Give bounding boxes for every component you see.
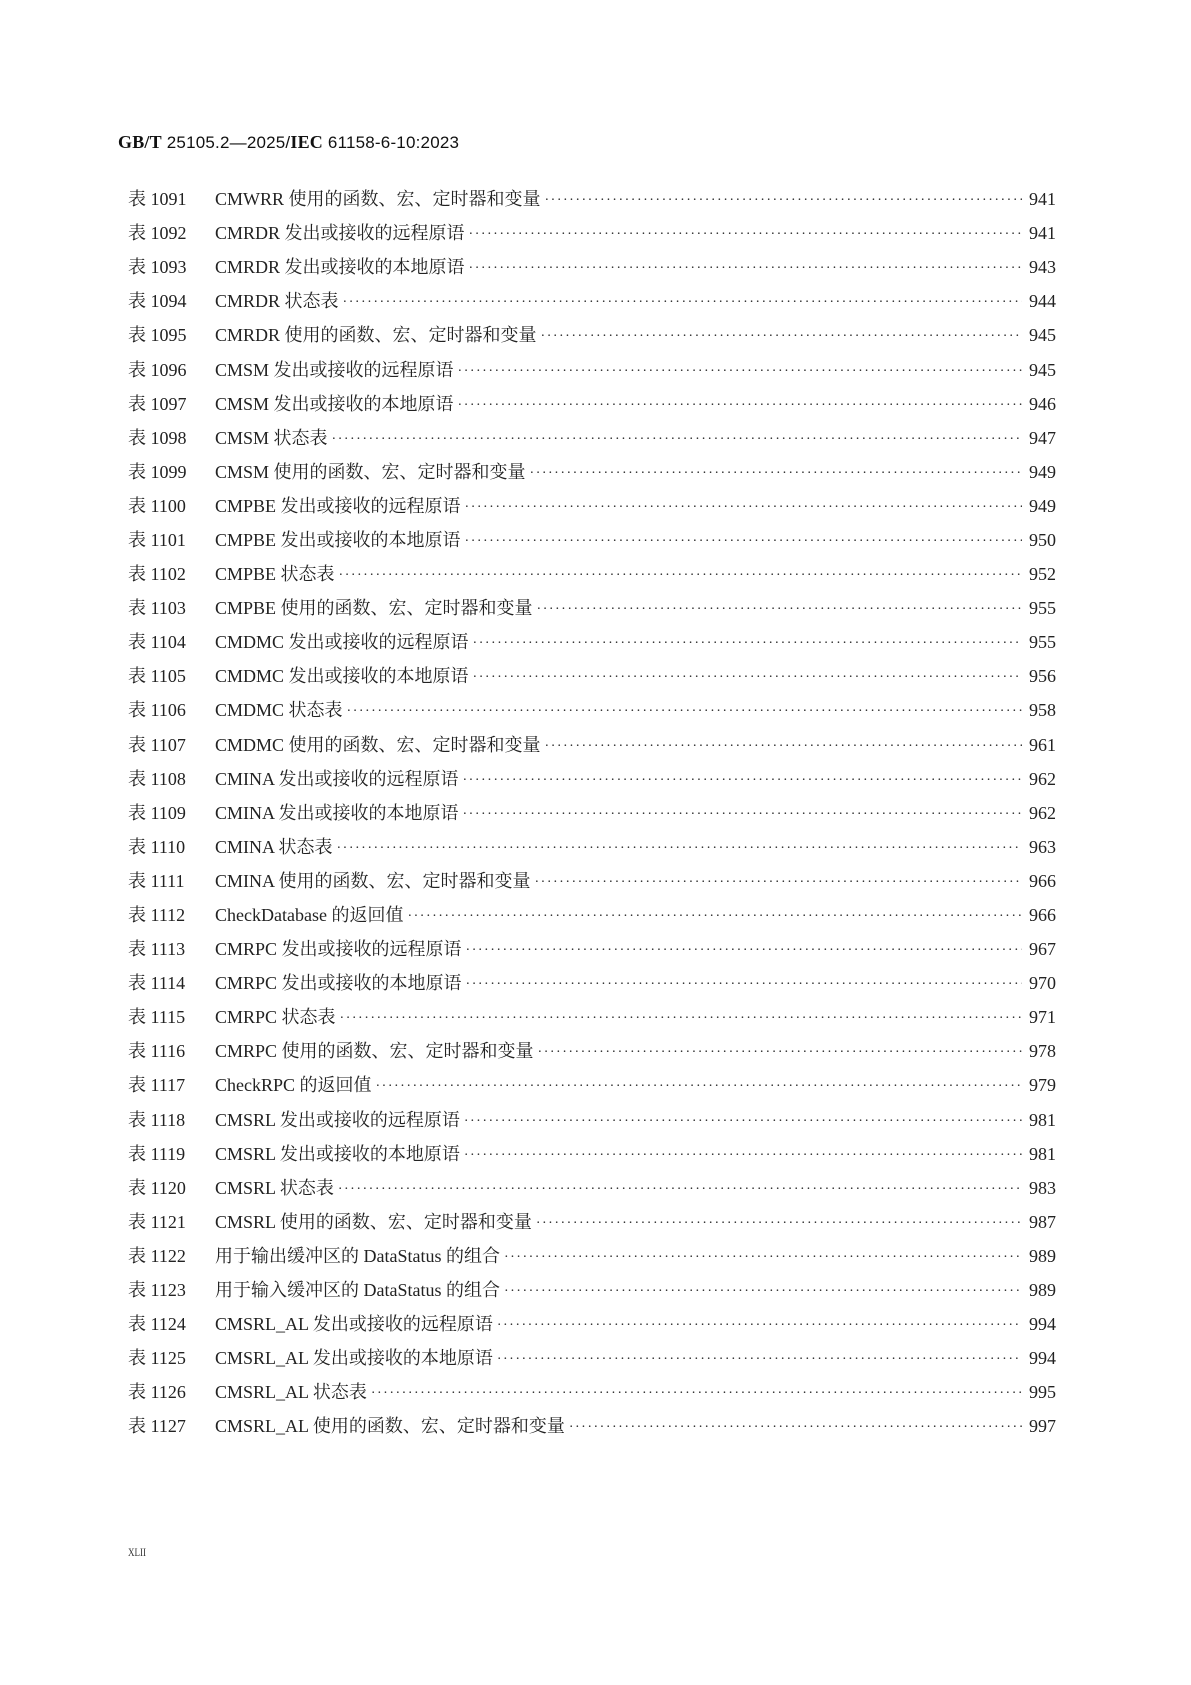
page-number: 955: [1029, 598, 1056, 619]
toc-entry[interactable]: [128, 1000, 1056, 1034]
table-title: CMDMC 发出或接收的远程原语: [215, 632, 469, 653]
page-number: 963: [1029, 836, 1056, 857]
table-number: 表 1096: [128, 359, 187, 380]
table-number: 表 1116: [128, 1041, 186, 1062]
table-number: 表 1107: [128, 734, 186, 755]
dot-leader: [545, 188, 1022, 214]
table-title: 用于输入缓冲区的 DataStatus 的组合: [215, 1280, 500, 1301]
table-number: 表 1114: [128, 973, 186, 994]
table-number: 表 1120: [128, 1177, 186, 1198]
table-number: 表 1125: [128, 1348, 186, 1369]
dot-leader: [466, 972, 1022, 998]
table-number: 表 1113: [128, 939, 186, 960]
page-number: 995: [1029, 1382, 1056, 1403]
page-number: 979: [1029, 1075, 1056, 1096]
toc-entry[interactable]: [128, 1375, 1056, 1409]
table-number: 表 1112: [128, 905, 186, 926]
table-title: CheckDatabase 的返回值: [215, 905, 404, 926]
dot-leader: [504, 1279, 1022, 1305]
page-number: 950: [1029, 529, 1056, 550]
page-number: 987: [1029, 1211, 1056, 1232]
page-number: 962: [1029, 768, 1056, 789]
toc-entry[interactable]: [128, 352, 1056, 386]
table-title: CMINA 使用的函数、宏、定时器和变量: [215, 870, 531, 891]
table-number: 表 1122: [128, 1245, 186, 1266]
toc-entry[interactable]: [128, 796, 1056, 830]
dot-leader: [497, 1347, 1022, 1373]
table-number: 表 1108: [128, 768, 186, 789]
page-number: 961: [1029, 734, 1056, 755]
dot-leader: [458, 359, 1022, 385]
dot-leader: [473, 665, 1022, 691]
table-number: 表 1105: [128, 666, 186, 687]
table-title: CMSRL 状态表: [215, 1177, 334, 1198]
toc-entry[interactable]: [128, 1137, 1056, 1171]
table-number: 表 1092: [128, 223, 187, 244]
dot-leader: [343, 290, 1022, 316]
toc-entry[interactable]: [128, 1205, 1056, 1239]
table-title: CMRDR 状态表: [215, 291, 339, 312]
page-number: 958: [1029, 700, 1056, 721]
table-number: 表 1117: [128, 1075, 186, 1096]
table-number: 表 1110: [128, 836, 186, 857]
toc-entry[interactable]: [128, 455, 1056, 489]
table-number: 表 1101: [128, 529, 186, 550]
toc-entry[interactable]: [128, 216, 1056, 250]
dot-leader: [473, 631, 1022, 657]
dot-leader: [340, 1006, 1022, 1032]
dot-leader: [347, 699, 1022, 725]
page-number: 971: [1029, 1007, 1056, 1028]
toc-entry[interactable]: [128, 182, 1056, 216]
dot-leader: [465, 529, 1022, 555]
toc-entry[interactable]: [128, 830, 1056, 864]
table-number: 表 1102: [128, 564, 186, 585]
table-number: 表 1091: [128, 189, 187, 210]
dot-leader: [332, 427, 1022, 453]
table-title: CMPBE 发出或接收的远程原语: [215, 495, 461, 516]
page-number: 997: [1029, 1416, 1056, 1437]
page-number: 994: [1029, 1348, 1056, 1369]
table-title: CMSRL 发出或接收的本地原语: [215, 1143, 460, 1164]
table-title: CMDMC 使用的函数、宏、定时器和变量: [215, 734, 541, 755]
table-number: 表 1104: [128, 632, 186, 653]
toc-entry[interactable]: [128, 1239, 1056, 1273]
page-number: 941: [1029, 189, 1056, 210]
page-number: 945: [1029, 325, 1056, 346]
table-number: 表 1124: [128, 1314, 186, 1335]
table-number: 表 1100: [128, 495, 186, 516]
dot-leader: [371, 1381, 1022, 1407]
toc-entry[interactable]: [128, 557, 1056, 591]
dot-leader: [338, 1177, 1022, 1203]
toc-entry[interactable]: [128, 421, 1056, 455]
dot-leader: [535, 870, 1022, 896]
dot-leader: [537, 597, 1022, 623]
toc-entry[interactable]: [128, 1409, 1056, 1443]
table-number: 表 1095: [128, 325, 187, 346]
page-number: 949: [1029, 495, 1056, 516]
page-number: 994: [1029, 1314, 1056, 1335]
table-number: 表 1121: [128, 1211, 186, 1232]
page-number: 989: [1029, 1245, 1056, 1266]
page-number: 966: [1029, 905, 1056, 926]
toc-entry[interactable]: [128, 591, 1056, 625]
dot-leader: [464, 1109, 1022, 1135]
page-number: 952: [1029, 564, 1056, 585]
table-title: CMRPC 状态表: [215, 1007, 336, 1028]
table-title: CMPBE 使用的函数、宏、定时器和变量: [215, 598, 533, 619]
table-title: CMINA 状态表: [215, 836, 333, 857]
dot-leader: [339, 563, 1022, 589]
page-number: 944: [1029, 291, 1056, 312]
table-number: 表 1094: [128, 291, 187, 312]
table-number: 表 1119: [128, 1143, 186, 1164]
page-number: 949: [1029, 461, 1056, 482]
dot-leader: [465, 495, 1022, 521]
dot-leader: [497, 1313, 1022, 1339]
table-number: 表 1103: [128, 598, 186, 619]
dot-leader: [407, 904, 1022, 930]
toc-entry[interactable]: [128, 1273, 1056, 1307]
table-title: CMSM 状态表: [215, 427, 328, 448]
page-number: 943: [1029, 257, 1056, 278]
toc-entry[interactable]: [128, 659, 1056, 693]
toc-entry[interactable]: [128, 728, 1056, 762]
page-number: 983: [1029, 1177, 1056, 1198]
table-title: CMSRL_AL 发出或接收的远程原语: [215, 1314, 493, 1335]
table-title: CMSRL 发出或接收的远程原语: [215, 1109, 460, 1130]
dot-leader: [530, 461, 1022, 487]
page-number: 967: [1029, 939, 1056, 960]
dot-leader: [466, 938, 1022, 964]
table-title: 用于输出缓冲区的 DataStatus 的组合: [215, 1245, 500, 1266]
table-number: 表 1098: [128, 427, 187, 448]
table-number: 表 1093: [128, 257, 187, 278]
table-title: CMPBE 发出或接收的本地原语: [215, 529, 461, 550]
table-title: CMSM 使用的函数、宏、定时器和变量: [215, 461, 526, 482]
page-number: 945: [1029, 359, 1056, 380]
table-title: CMRDR 发出或接收的本地原语: [215, 257, 465, 278]
toc-entry[interactable]: [128, 693, 1056, 727]
toc-entry[interactable]: [128, 284, 1056, 318]
toc-entry[interactable]: [128, 1103, 1056, 1137]
table-title: CMINA 发出或接收的远程原语: [215, 768, 459, 789]
page-number: 978: [1029, 1041, 1056, 1062]
page-number: 966: [1029, 870, 1056, 891]
table-number: 表 1097: [128, 393, 187, 414]
table-title: CMDMC 状态表: [215, 700, 343, 721]
table-title: CheckRPC 的返回值: [215, 1075, 372, 1096]
table-title: CMINA 发出或接收的本地原语: [215, 802, 459, 823]
table-title: CMWRR 使用的函数、宏、定时器和变量: [215, 189, 541, 210]
toc-entry[interactable]: [128, 898, 1056, 932]
toc-entry[interactable]: [128, 625, 1056, 659]
dot-leader: [458, 393, 1022, 419]
dot-leader: [463, 802, 1022, 828]
table-of-contents: [128, 182, 1056, 1443]
toc-entry[interactable]: [128, 318, 1056, 352]
dot-leader: [541, 324, 1022, 350]
toc-entry[interactable]: [128, 489, 1056, 523]
page-number: 946: [1029, 393, 1056, 414]
dot-leader: [337, 836, 1022, 862]
toc-entry[interactable]: [128, 523, 1056, 557]
dot-leader: [469, 256, 1022, 282]
table-title: CMDMC 发出或接收的本地原语: [215, 666, 469, 687]
page-number: 947: [1029, 427, 1056, 448]
iec-prefix: IEC: [290, 132, 323, 152]
table-title: CMRPC 使用的函数、宏、定时器和变量: [215, 1041, 534, 1062]
table-number: 表 1126: [128, 1382, 186, 1403]
iec-number: 61158-6-10:2023: [327, 133, 460, 152]
table-title: CMSM 发出或接收的远程原语: [215, 359, 454, 380]
table-title: CMSRL 使用的函数、宏、定时器和变量: [215, 1211, 532, 1232]
toc-entry[interactable]: [128, 1068, 1056, 1102]
dot-leader: [538, 1040, 1022, 1066]
dot-leader: [464, 1143, 1022, 1169]
table-number: 表 1118: [128, 1109, 186, 1130]
table-number: 表 1115: [128, 1007, 186, 1028]
page-number: 962: [1029, 802, 1056, 823]
page-number: 989: [1029, 1280, 1056, 1301]
toc-entry[interactable]: [128, 250, 1056, 284]
table-title: CMRDR 发出或接收的远程原语: [215, 223, 465, 244]
page-number-footer: XLII: [128, 1545, 146, 1559]
table-number: 表 1111: [128, 870, 185, 891]
page-number: 981: [1029, 1109, 1056, 1130]
dot-leader: [469, 222, 1022, 248]
standard-number: 25105.2—2025/: [166, 133, 291, 152]
dot-leader: [504, 1245, 1022, 1271]
page-number: 941: [1029, 223, 1056, 244]
toc-entry[interactable]: [128, 1341, 1056, 1375]
table-number: 表 1127: [128, 1416, 186, 1437]
page-number: 956: [1029, 666, 1056, 687]
toc-entry[interactable]: [128, 966, 1056, 1000]
table-title: CMRPC 发出或接收的远程原语: [215, 939, 462, 960]
standard-prefix: GB/T: [118, 132, 162, 152]
table-title: CMSM 发出或接收的本地原语: [215, 393, 454, 414]
toc-entry[interactable]: [128, 864, 1056, 898]
toc-entry[interactable]: [128, 387, 1056, 421]
table-number: 表 1106: [128, 700, 186, 721]
document-header: [118, 132, 459, 153]
page-number: 970: [1029, 973, 1056, 994]
page-number: 955: [1029, 632, 1056, 653]
toc-entry[interactable]: [128, 1171, 1056, 1205]
toc-entry[interactable]: [128, 1034, 1056, 1068]
table-title: CMSRL_AL 状态表: [215, 1382, 367, 1403]
table-title: CMRPC 发出或接收的本地原语: [215, 973, 462, 994]
toc-entry[interactable]: [128, 1307, 1056, 1341]
dot-leader: [569, 1415, 1022, 1441]
table-number: 表 1109: [128, 802, 186, 823]
table-title: CMSRL_AL 使用的函数、宏、定时器和变量: [215, 1416, 565, 1437]
table-title: CMRDR 使用的函数、宏、定时器和变量: [215, 325, 537, 346]
table-number: 表 1123: [128, 1280, 186, 1301]
dot-leader: [463, 768, 1022, 794]
dot-leader: [376, 1074, 1022, 1100]
table-title: CMPBE 状态表: [215, 564, 335, 585]
dot-leader: [545, 734, 1022, 760]
dot-leader: [536, 1211, 1022, 1237]
table-title: CMSRL_AL 发出或接收的本地原语: [215, 1348, 493, 1369]
toc-entry[interactable]: [128, 932, 1056, 966]
table-number: 表 1099: [128, 461, 187, 482]
toc-entry[interactable]: [128, 762, 1056, 796]
page-number: 981: [1029, 1143, 1056, 1164]
